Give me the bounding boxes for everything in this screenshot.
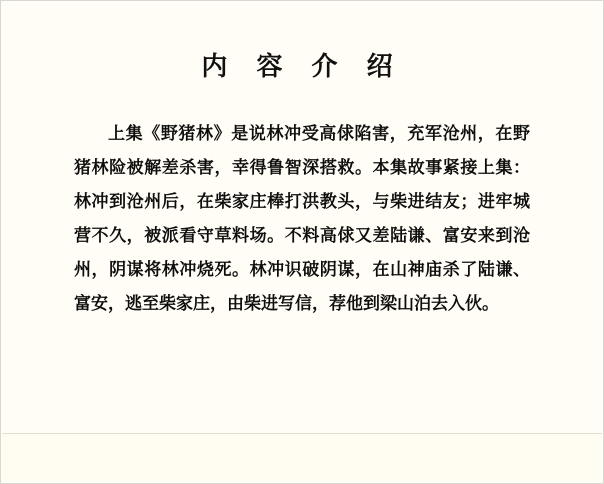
body-paragraph: 上集《野猪林》是说林冲受高俅陷害，充军沧州，在野猪林险被解差杀害，幸得鲁智深搭救。本集故事紧接上集：林冲到沧州后，在柴家庄棒打洪教头，与柴进结友；进牢城营不久，被派看守草料场。不料高俅又差陆谦、富安来到沧州，阴谋将林冲烧死。林冲识破阴谋，在山神庙杀了陆谦、富安，逃至柴家庄，由柴进写信，荐他到梁山泊去入伙。 — [74, 124, 530, 314]
page-paper-surface — [2, 2, 602, 482]
footer-band — [2, 433, 602, 482]
content-area — [2, 2, 602, 434]
page-title: 内 容 介 绍 — [201, 52, 403, 82]
